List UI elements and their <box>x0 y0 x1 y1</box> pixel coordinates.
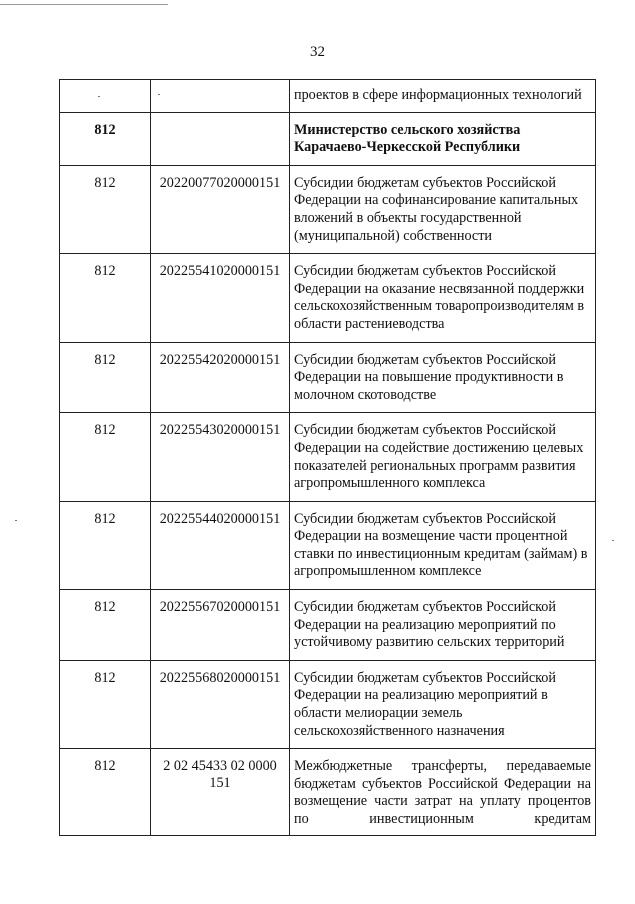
admin-code-cell: 812 <box>60 749 151 835</box>
revenue-name-cell: Субсидии бюджетам субъектов Российской Федерации на возмещение части процентной ставки по инвестиционным кредитам (займам) в агропромышленном комплексе <box>290 501 596 589</box>
kbk-code-cell: 20225542020000151 <box>151 342 290 413</box>
table-row <box>60 660 596 748</box>
budget-table <box>59 79 596 836</box>
table-row <box>60 749 596 835</box>
revenue-name-cell: Межбюджетные трансферты, передаваемые бюджетам субъектов Российской Федерации на возмещение части затрат на уплату процентов по инвестиционным кредитам <box>290 749 596 835</box>
admin-code-cell: 812 <box>60 342 151 413</box>
revenue-name-cell: Субсидии бюджетам субъектов Российской Федерации на повышение продуктивности в молочном скотоводстве <box>290 342 596 413</box>
admin-code-cell: 812 <box>60 165 151 253</box>
admin-code-cell: 812 <box>60 254 151 342</box>
kbk-code-cell: 20225567020000151 <box>151 590 290 661</box>
table-row <box>60 413 596 501</box>
kbk-code-cell: 2 02 45433 02 0000 151 <box>151 749 290 835</box>
kbk-code-cell <box>151 80 290 113</box>
table-row <box>60 254 596 342</box>
scan-speck <box>15 520 17 521</box>
admin-code-cell: 812 <box>60 660 151 748</box>
admin-code-cell: 812 <box>60 112 151 165</box>
admin-code-cell: 812 <box>60 590 151 661</box>
revenue-name-cell: Субсидии бюджетам субъектов Российской Федерации на содействие достижению целевых показателей региональных программ развития агропромышленного комплекса <box>290 413 596 501</box>
kbk-code-cell: 20225544020000151 <box>151 501 290 589</box>
ministry-name-cell: Министерство сельского хозяйства Карачаево-Черкесской Республики <box>290 112 596 165</box>
revenue-name-cell: проектов в сфере информационных технологий <box>290 80 596 113</box>
table-row <box>60 590 596 661</box>
kbk-code-cell: 20220077020000151 <box>151 165 290 253</box>
kbk-code-cell: 20225543020000151 <box>151 413 290 501</box>
kbk-code-cell: 20225568020000151 <box>151 660 290 748</box>
revenue-name-cell: Субсидии бюджетам субъектов Российской Федерации на софинансирование капитальных вложений в объекты государственной (муниципальной) собственности <box>290 165 596 253</box>
table-row <box>60 80 596 113</box>
revenue-name-cell: Субсидии бюджетам субъектов Российской Федерации на реализацию мероприятий по устойчивому развитию сельских территорий <box>290 590 596 661</box>
revenue-name-cell: Субсидии бюджетам субъектов Российской Федерации на реализацию мероприятий в области мелиорации земель сельскохозяйственного назначения <box>290 660 596 748</box>
page-number: 32 <box>310 44 325 60</box>
table-row-ministry-header <box>60 112 596 165</box>
table-row <box>60 501 596 589</box>
table-row <box>60 342 596 413</box>
top-rule <box>0 4 168 5</box>
kbk-code-cell: 20225541020000151 <box>151 254 290 342</box>
scan-speck <box>612 540 614 541</box>
kbk-code-cell <box>151 112 290 165</box>
admin-code-cell: 812 <box>60 413 151 501</box>
table-row <box>60 165 596 253</box>
admin-code-cell <box>60 80 151 113</box>
revenue-name-cell: Субсидии бюджетам субъектов Российской Федерации на оказание несвязанной поддержки сельскохозяйственным товаропроизводителям в области растениеводства <box>290 254 596 342</box>
admin-code-cell: 812 <box>60 501 151 589</box>
